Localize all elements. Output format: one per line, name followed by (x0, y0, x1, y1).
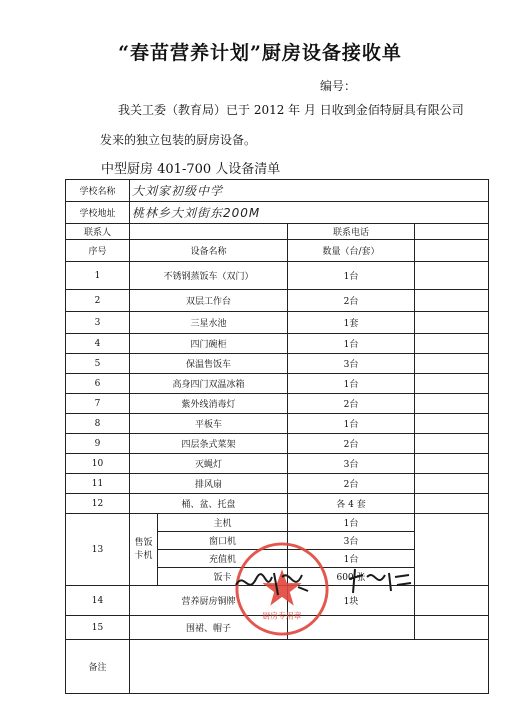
row-extra (415, 474, 489, 494)
header-no: 序号 (66, 240, 130, 262)
row-quantity: 1台 (288, 334, 415, 354)
row-quantity: 1台 (288, 262, 415, 290)
row-equipment-name: 三星水池 (130, 312, 288, 334)
row-extra (415, 394, 489, 414)
row-13-item-name: 充值机 (158, 550, 288, 568)
row-13-item-name: 主机 (158, 514, 288, 532)
row-extra (415, 354, 489, 374)
row-13-item-name: 饭卡 (158, 568, 288, 586)
table-row (66, 334, 489, 354)
row-quantity: 3台 (288, 454, 415, 474)
table-row (66, 262, 489, 290)
row-quantity: 2台 (288, 474, 415, 494)
row-equipment-name: 不锈钢蒸饭车（双门） (130, 262, 288, 290)
remarks-value (130, 640, 489, 694)
row-13-no: 13 (66, 514, 130, 586)
school-address-label: 学校地址 (66, 202, 130, 224)
row-equipment-name: 四层条式菜架 (130, 434, 288, 454)
row-extra (415, 290, 489, 312)
contact-value (130, 224, 288, 240)
row-quantity: 各 4 套 (288, 494, 415, 514)
row-15-name: 围裙、帽子 (130, 616, 288, 640)
row-extra (415, 494, 489, 514)
header-name: 设备名称 (130, 240, 288, 262)
row-no: 5 (66, 354, 130, 374)
row-14-qty: 1块 (288, 586, 415, 616)
serial-number-label: 编号： (320, 79, 357, 93)
row-equipment-name: 桶、盆、托盘 (130, 494, 288, 514)
table-row (66, 394, 489, 414)
row-13-item-qty: 600 张 (288, 568, 415, 586)
row-quantity: 3台 (288, 354, 415, 374)
row-no: 8 (66, 414, 130, 434)
row-extra (415, 414, 489, 434)
row-quantity: 1台 (288, 414, 415, 434)
intro-line-1: 我关工委（教育局）已于 2012 年 月 日收到金佰特厨具有限公司 (118, 103, 464, 117)
svg-text:厨房专用章: 厨房专用章 (262, 611, 302, 621)
phone-value (415, 224, 489, 240)
school-name-row (66, 180, 489, 202)
table-row (66, 514, 489, 532)
row-no: 4 (66, 334, 130, 354)
card-machine-group-label: 售饭卡机 (130, 514, 158, 586)
remarks-label: 备注 (66, 640, 130, 694)
handwritten-signature-right (345, 565, 415, 597)
table-row (66, 354, 489, 374)
handwritten-signature-left (232, 565, 312, 601)
row-extra (415, 312, 489, 334)
row-quantity: 1台 (288, 374, 415, 394)
table-row (66, 312, 489, 334)
school-address-row (66, 202, 489, 224)
table-row (66, 374, 489, 394)
header-extra (415, 240, 489, 262)
school-name-label: 学校名称 (66, 180, 130, 202)
row-13-item-qty: 3台 (288, 532, 415, 550)
row-no: 1 (66, 262, 130, 290)
equipment-list-title: 中型厨房 401-700 人设备清单 (101, 162, 281, 177)
row-no: 3 (66, 312, 130, 334)
row-quantity: 1套 (288, 312, 415, 334)
row-quantity: 2台 (288, 290, 415, 312)
contact-label: 联系人 (66, 224, 130, 240)
intro-line-2: 发来的独立包装的厨房设备。 (100, 133, 257, 147)
row-equipment-name: 高身四门双温冰箱 (130, 374, 288, 394)
row-equipment-name: 平板车 (130, 414, 288, 434)
row-extra (415, 374, 489, 394)
row-15-no: 15 (66, 616, 130, 640)
table-row (66, 290, 489, 312)
table-row (66, 494, 489, 514)
phone-label: 联系电话 (288, 224, 415, 240)
row-quantity: 2台 (288, 434, 415, 454)
row-13-extra (415, 514, 489, 586)
row-no: 6 (66, 374, 130, 394)
form-title: “春苗营养计划”厨房设备接收单 (118, 42, 402, 64)
row-14-extra (415, 586, 489, 616)
row-extra (415, 454, 489, 474)
row-14-name: 营养厨房铜牌 (130, 586, 288, 616)
table-row (66, 474, 489, 494)
row-13-item-qty: 1台 (288, 514, 415, 532)
row-equipment-name: 排风扇 (130, 474, 288, 494)
row-14-no: 14 (66, 586, 130, 616)
row-no: 2 (66, 290, 130, 312)
header-qty: 数量（台/套） (288, 240, 415, 262)
row-13-item-qty: 1台 (288, 550, 415, 568)
school-name-value: 大刘家初级中学 (130, 180, 489, 202)
row-no: 11 (66, 474, 130, 494)
table-row (66, 454, 489, 474)
row-13-item-name: 窗口机 (158, 532, 288, 550)
row-equipment-name: 保温售饭车 (130, 354, 288, 374)
header-row (66, 240, 489, 262)
row-equipment-name: 双层工作台 (130, 290, 288, 312)
row-no: 7 (66, 394, 130, 414)
remarks-row (66, 640, 489, 694)
row-extra (415, 434, 489, 454)
row-15-extra (415, 616, 489, 640)
row-extra (415, 262, 489, 290)
row-equipment-name: 灭蝇灯 (130, 454, 288, 474)
school-address-value: 桃林乡大刘街东200M (130, 202, 489, 224)
row-quantity: 2台 (288, 394, 415, 414)
contact-row (66, 224, 489, 240)
row-equipment-name: 紫外线消毒灯 (130, 394, 288, 414)
row-extra (415, 334, 489, 354)
row-no: 9 (66, 434, 130, 454)
table-row (66, 434, 489, 454)
row-no: 10 (66, 454, 130, 474)
table-row (66, 414, 489, 434)
row-equipment-name: 四门碗柜 (130, 334, 288, 354)
row-no: 12 (66, 494, 130, 514)
